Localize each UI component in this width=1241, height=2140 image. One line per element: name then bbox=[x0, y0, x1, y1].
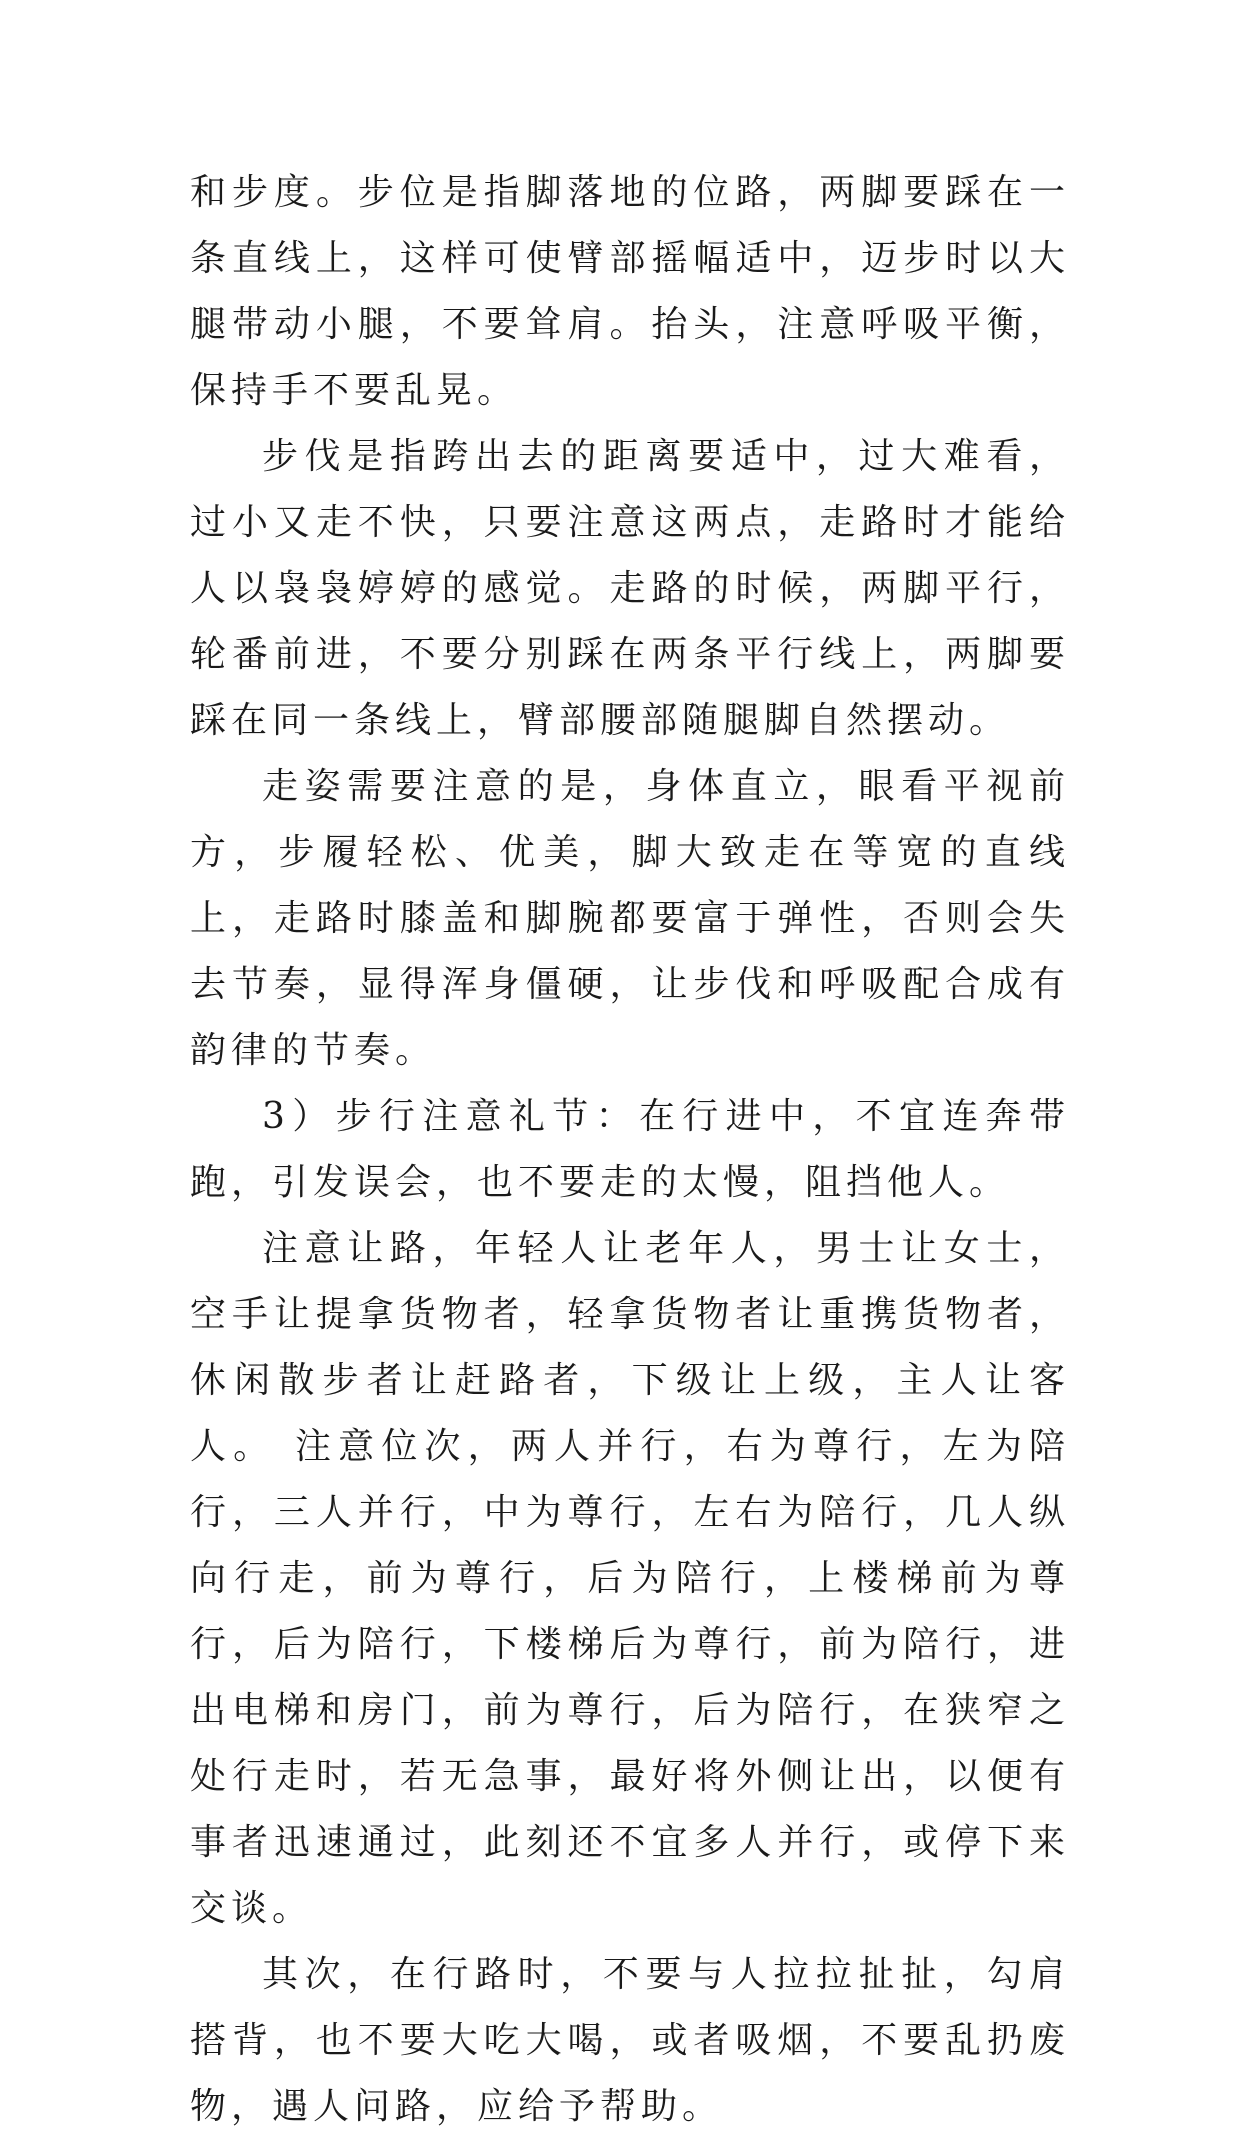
paragraph-5: 注意让路，年轻人让老年人，男士让女士，空手让提拿货物者，轻拿货物者让重携货物者，休闲散步者让赶路者，下级让上级，主人让客人。 注意位次，两人并行，右为尊行，左为陪行，三人并行，中为尊行，左右为陪行，几人纵向行走，前为尊行，后为陪行，上楼梯前为尊行，后为陪行，下楼梯后为尊行，前为陪行，进出电梯和房门，前为尊行，后为陪行，在狭窄之处行走时，若无急事，最好将外侧让出，以便有事者迅速通过，此刻还不宜多人并行，或停下来交谈。 bbox=[190, 1228, 1070, 1929]
paragraph-1: 和步度。步位是指脚落地的位路，两脚要踩在一条直线上，这样可使臂部摇幅适中，迈步时以大腿带动小腿，不要耸肩。抬头，注意呼吸平衡，保持手不要乱晃。 bbox=[190, 172, 1070, 411]
paragraph-2: 步伐是指跨出去的距离要适中，过大难看，过小又走不快，只要注意这两点，走路时才能给人以袅袅婷婷的感觉。走路的时候，两脚平行，轮番前进，不要分别踩在两条平行线上，两脚要踩在同一条线上，臂部腰部随腿脚自然摆动。 bbox=[190, 436, 1070, 741]
paragraph-4: 3）步行注意礼节：在行进中，不宜连奔带跑，引发误会，也不要走的太慢，阻挡他人。 bbox=[190, 1096, 1070, 1203]
paragraph-3: 走姿需要注意的是，身体直立，眼看平视前方，步履轻松、优美，脚大致走在等宽的直线上，走路时膝盖和脚腕都要富于弹性，否则会失去节奏，显得浑身僵硬，让步伐和呼吸配合成有韵律的节奏。 bbox=[190, 766, 1070, 1071]
paragraph-6: 其次，在行路时，不要与人拉拉扯扯，勾肩搭背，也不要大吃大喝，或者吸烟，不要乱扔废物，遇人问路，应给予帮助。 bbox=[190, 1954, 1070, 2127]
document-body bbox=[190, 160, 1070, 2140]
